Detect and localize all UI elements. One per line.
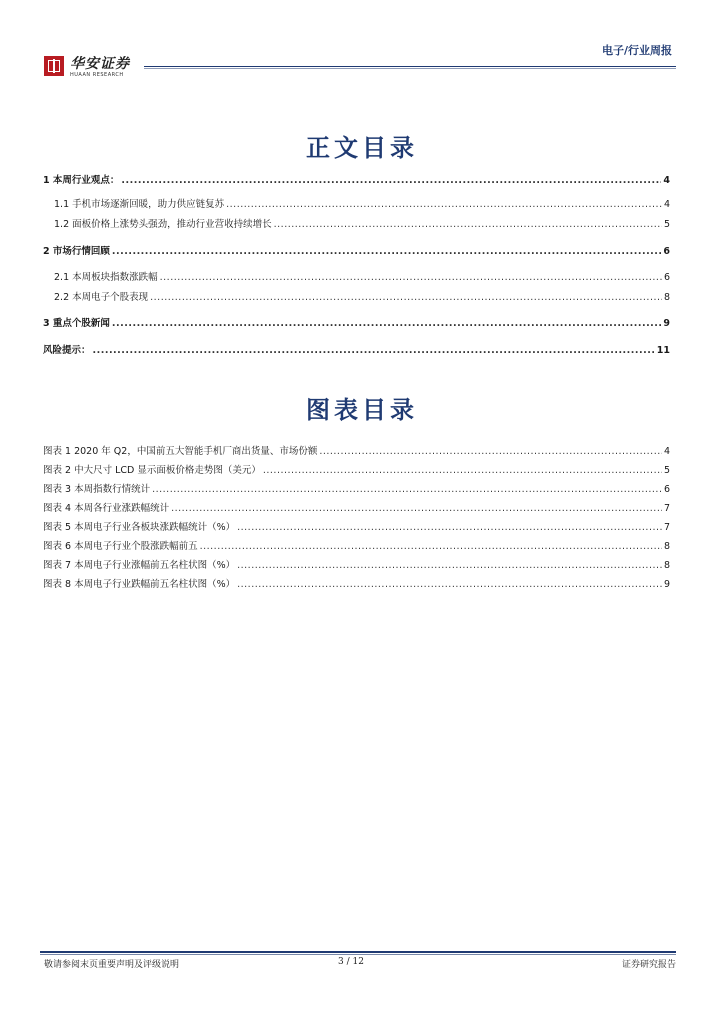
toc-entry-label: 2.2 本周电子个股表现: [54, 292, 149, 303]
figure-entry[interactable]: [43, 579, 670, 591]
leader-dots: [237, 560, 662, 572]
leader-dots: [237, 522, 662, 534]
leader-dots: [274, 219, 662, 231]
figure-entry-label: 图表 7 本周电子行业涨幅前五名柱状图（%）: [43, 560, 236, 571]
leader-dots: [226, 199, 662, 211]
figure-entry[interactable]: [43, 484, 670, 496]
footer-disclaimer: 敬请参阅末页重要声明及评级说明: [44, 960, 180, 970]
toc-entry-label: 1.2 面板价格上涨势头强劲，推动行业营收持续增长: [54, 219, 272, 230]
figure-entry-page: 5: [663, 465, 670, 476]
footer-divider-thin: [40, 954, 676, 955]
header-divider-thin: [144, 68, 676, 69]
toc-entry[interactable]: [54, 272, 670, 284]
report-type: 电子/行业周报: [601, 44, 672, 57]
toc-entry-page: 9: [663, 318, 670, 329]
figure-entry[interactable]: [43, 541, 670, 553]
toc-entry-label: 1.1 手机市场逐渐回暖，助力供应链复苏: [54, 199, 225, 210]
leader-dots: [319, 446, 662, 458]
leader-dots: [200, 541, 662, 553]
toc-entry-page: 4: [663, 175, 670, 186]
leader-dots: [93, 345, 655, 357]
figure-entry[interactable]: [43, 446, 670, 458]
leader-dots: [112, 246, 661, 258]
toc-entry-label: 风险提示：: [43, 345, 91, 356]
page-indicator: 3 / 12: [338, 957, 364, 967]
toc-entry[interactable]: [43, 246, 670, 258]
leader-dots: [237, 579, 662, 591]
toc-entry[interactable]: [43, 318, 670, 330]
figure-entry[interactable]: [43, 522, 670, 534]
leader-dots: [112, 318, 661, 330]
leader-dots: [160, 272, 662, 284]
toc-entry[interactable]: [54, 219, 670, 231]
toc-entry-label: 1 本周行业观点：: [43, 175, 120, 186]
figure-entry-page: 6: [663, 484, 670, 495]
header-divider: [144, 66, 676, 67]
leader-dots: [152, 484, 662, 496]
figure-entry[interactable]: [43, 465, 670, 477]
figure-entry-label: 图表 2 中大尺寸 LCD 显示面板价格走势图（美元）: [43, 465, 261, 476]
figure-list-title: 图表目录: [306, 395, 418, 424]
figure-entry-label: 图表 5 本周电子行业各板块涨跌幅统计（%）: [43, 522, 236, 533]
logo-icon: [44, 56, 64, 76]
figure-entry-label: 图表 8 本周电子行业跌幅前五名柱状图（%）: [43, 579, 236, 590]
page-header: [40, 0, 676, 90]
toc-entry-page: 6: [663, 272, 670, 283]
toc-entry[interactable]: [54, 199, 670, 211]
figure-entry[interactable]: [43, 503, 670, 515]
logo-name-cn: 华安证券: [70, 56, 130, 72]
toc-entry-page: 8: [663, 292, 670, 303]
figure-entry-page: 9: [663, 579, 670, 590]
toc-entry-page: 4: [663, 199, 670, 210]
company-logo: [44, 56, 130, 79]
figure-entry-label: 图表 4 本周各行业涨跌幅统计: [43, 503, 170, 514]
leader-dots: [121, 175, 661, 187]
toc-entry[interactable]: [54, 292, 670, 304]
figure-entry-label: 图表 1 2020 年 Q2，中国前五大智能手机厂商出货量、市场份额: [43, 446, 318, 457]
logo-name-en: HUAAN RESEARCH: [70, 72, 124, 78]
toc-entry-label: 3 重点个股新闻: [43, 318, 110, 329]
toc-entry-label: 2 市场行情回顾: [43, 246, 110, 257]
footer-doc-type: 证券研究报告: [621, 960, 676, 970]
toc-entry[interactable]: [43, 175, 670, 187]
figure-entry[interactable]: [43, 560, 670, 572]
toc-title: 正文目录: [306, 133, 418, 162]
figure-entry-label: 图表 6 本周电子行业个股涨跌幅前五: [43, 541, 198, 552]
toc-entry[interactable]: [43, 345, 670, 357]
toc-entry-page: 11: [656, 345, 670, 356]
footer-divider: [40, 951, 676, 953]
leader-dots: [263, 465, 662, 477]
figure-entry-label: 图表 3 本周指数行情统计: [43, 484, 151, 495]
toc-entry-label: 2.1 本周板块指数涨跌幅: [54, 272, 158, 283]
figure-entry-page: 8: [663, 541, 670, 552]
figure-entry-page: 7: [663, 522, 670, 533]
leader-dots: [150, 292, 662, 304]
figure-entry-page: 4: [663, 446, 670, 457]
figure-entry-page: 7: [663, 503, 670, 514]
leader-dots: [171, 503, 662, 515]
figure-entry-page: 8: [663, 560, 670, 571]
toc-entry-page: 6: [663, 246, 670, 257]
toc-entry-page: 5: [663, 219, 670, 230]
